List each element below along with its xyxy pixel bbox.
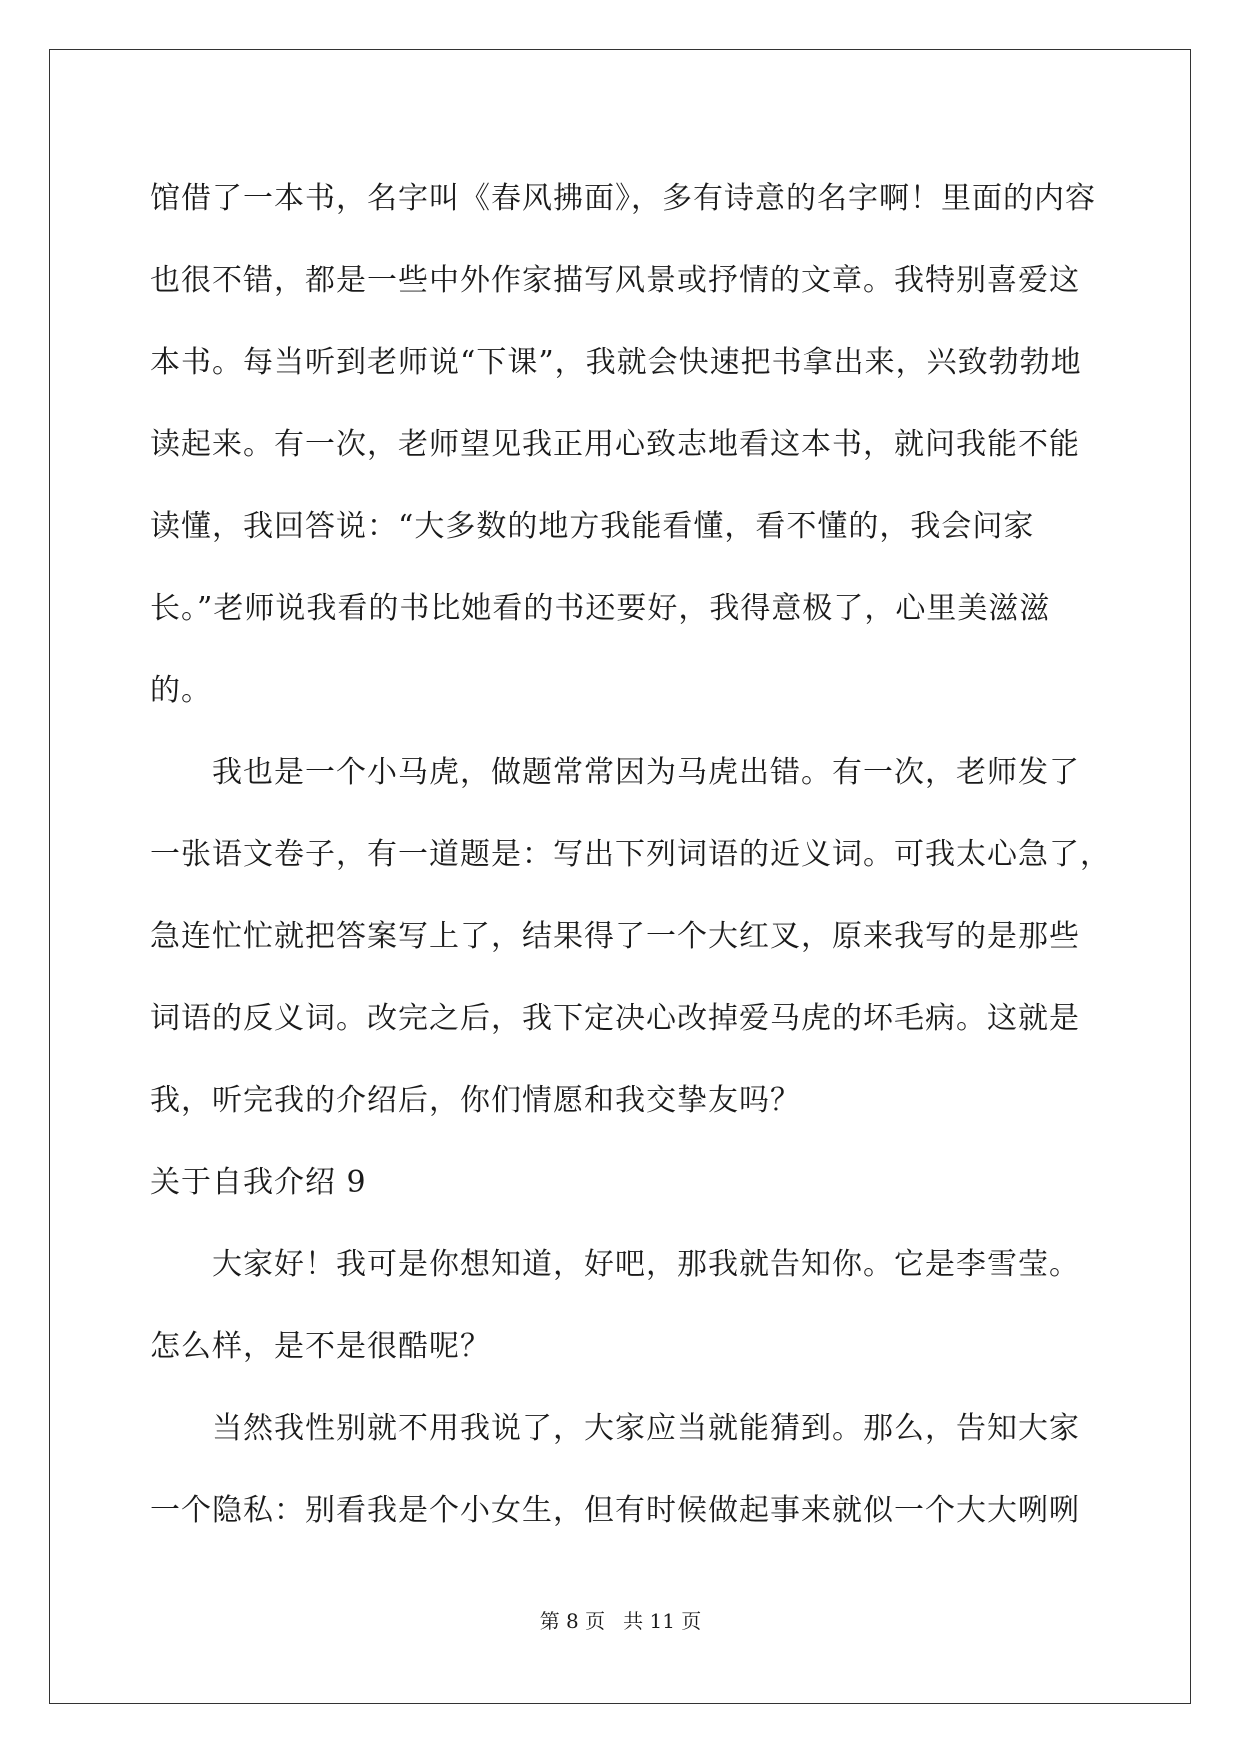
text-line: 读懂，我回答说：“大多数的地方我能看懂，看不懂的，我会问家 [150, 509, 1035, 544]
text-line: 怎么样，是不是很酷呢？ [150, 1329, 491, 1364]
text-line: 一张语文卷子，有一道题是：写出下列词语的近义词。可我太心急了， [150, 837, 1111, 872]
page-total: 共 11 页 [623, 1609, 702, 1633]
text-line: 本书。每当听到老师说“下课”，我就会快速把书拿出来，兴致勃勃地 [150, 345, 1082, 380]
paragraph-first-line: 我也是一个小马虎，做题常常因为马虎出错。有一次，老师发了 [212, 755, 1080, 790]
text-line: 急连忙忙就把答案写上了，结果得了一个大红叉，原来我写的是那些 [150, 919, 1080, 954]
paragraph-first-line: 当然我性别就不用我说了，大家应当就能猜到。那么，告知大家 [212, 1411, 1080, 1446]
document-body [150, 158, 1111, 1552]
text-line: 的。 [150, 673, 212, 708]
text-line: 长。”老师说我看的书比她看的书还要好，我得意极了，心里美滋滋 [150, 591, 1051, 626]
text-line: 馆借了一本书，名字叫《春风拂面》，多有诗意的名字啊！里面的内容 [150, 181, 1096, 216]
text-line: 词语的反义词。改完之后，我下定决心改掉爱马虎的坏毛病。这就是 [150, 1001, 1080, 1036]
text-line: 也很不错，都是一些中外作家描写风景或抒情的文章。我特别喜爱这 [150, 263, 1080, 298]
text-line: 一个隐私：别看我是个小女生，但有时候做起事来就似一个大大咧咧 [150, 1493, 1080, 1528]
text-line: 我，听完我的介绍后，你们情愿和我交挚友吗？ [150, 1083, 801, 1118]
section-heading: 关于自我介绍 9 [150, 1165, 367, 1200]
page-number: 第 8 页 [539, 1609, 606, 1633]
paragraph-first-line: 大家好！我可是你想知道，好吧，那我就告知你。它是李雪莹。 [212, 1247, 1080, 1282]
page-footer [0, 1607, 1241, 1635]
text-line: 读起来。有一次，老师望见我正用心致志地看这本书，就问我能不能 [150, 427, 1080, 462]
